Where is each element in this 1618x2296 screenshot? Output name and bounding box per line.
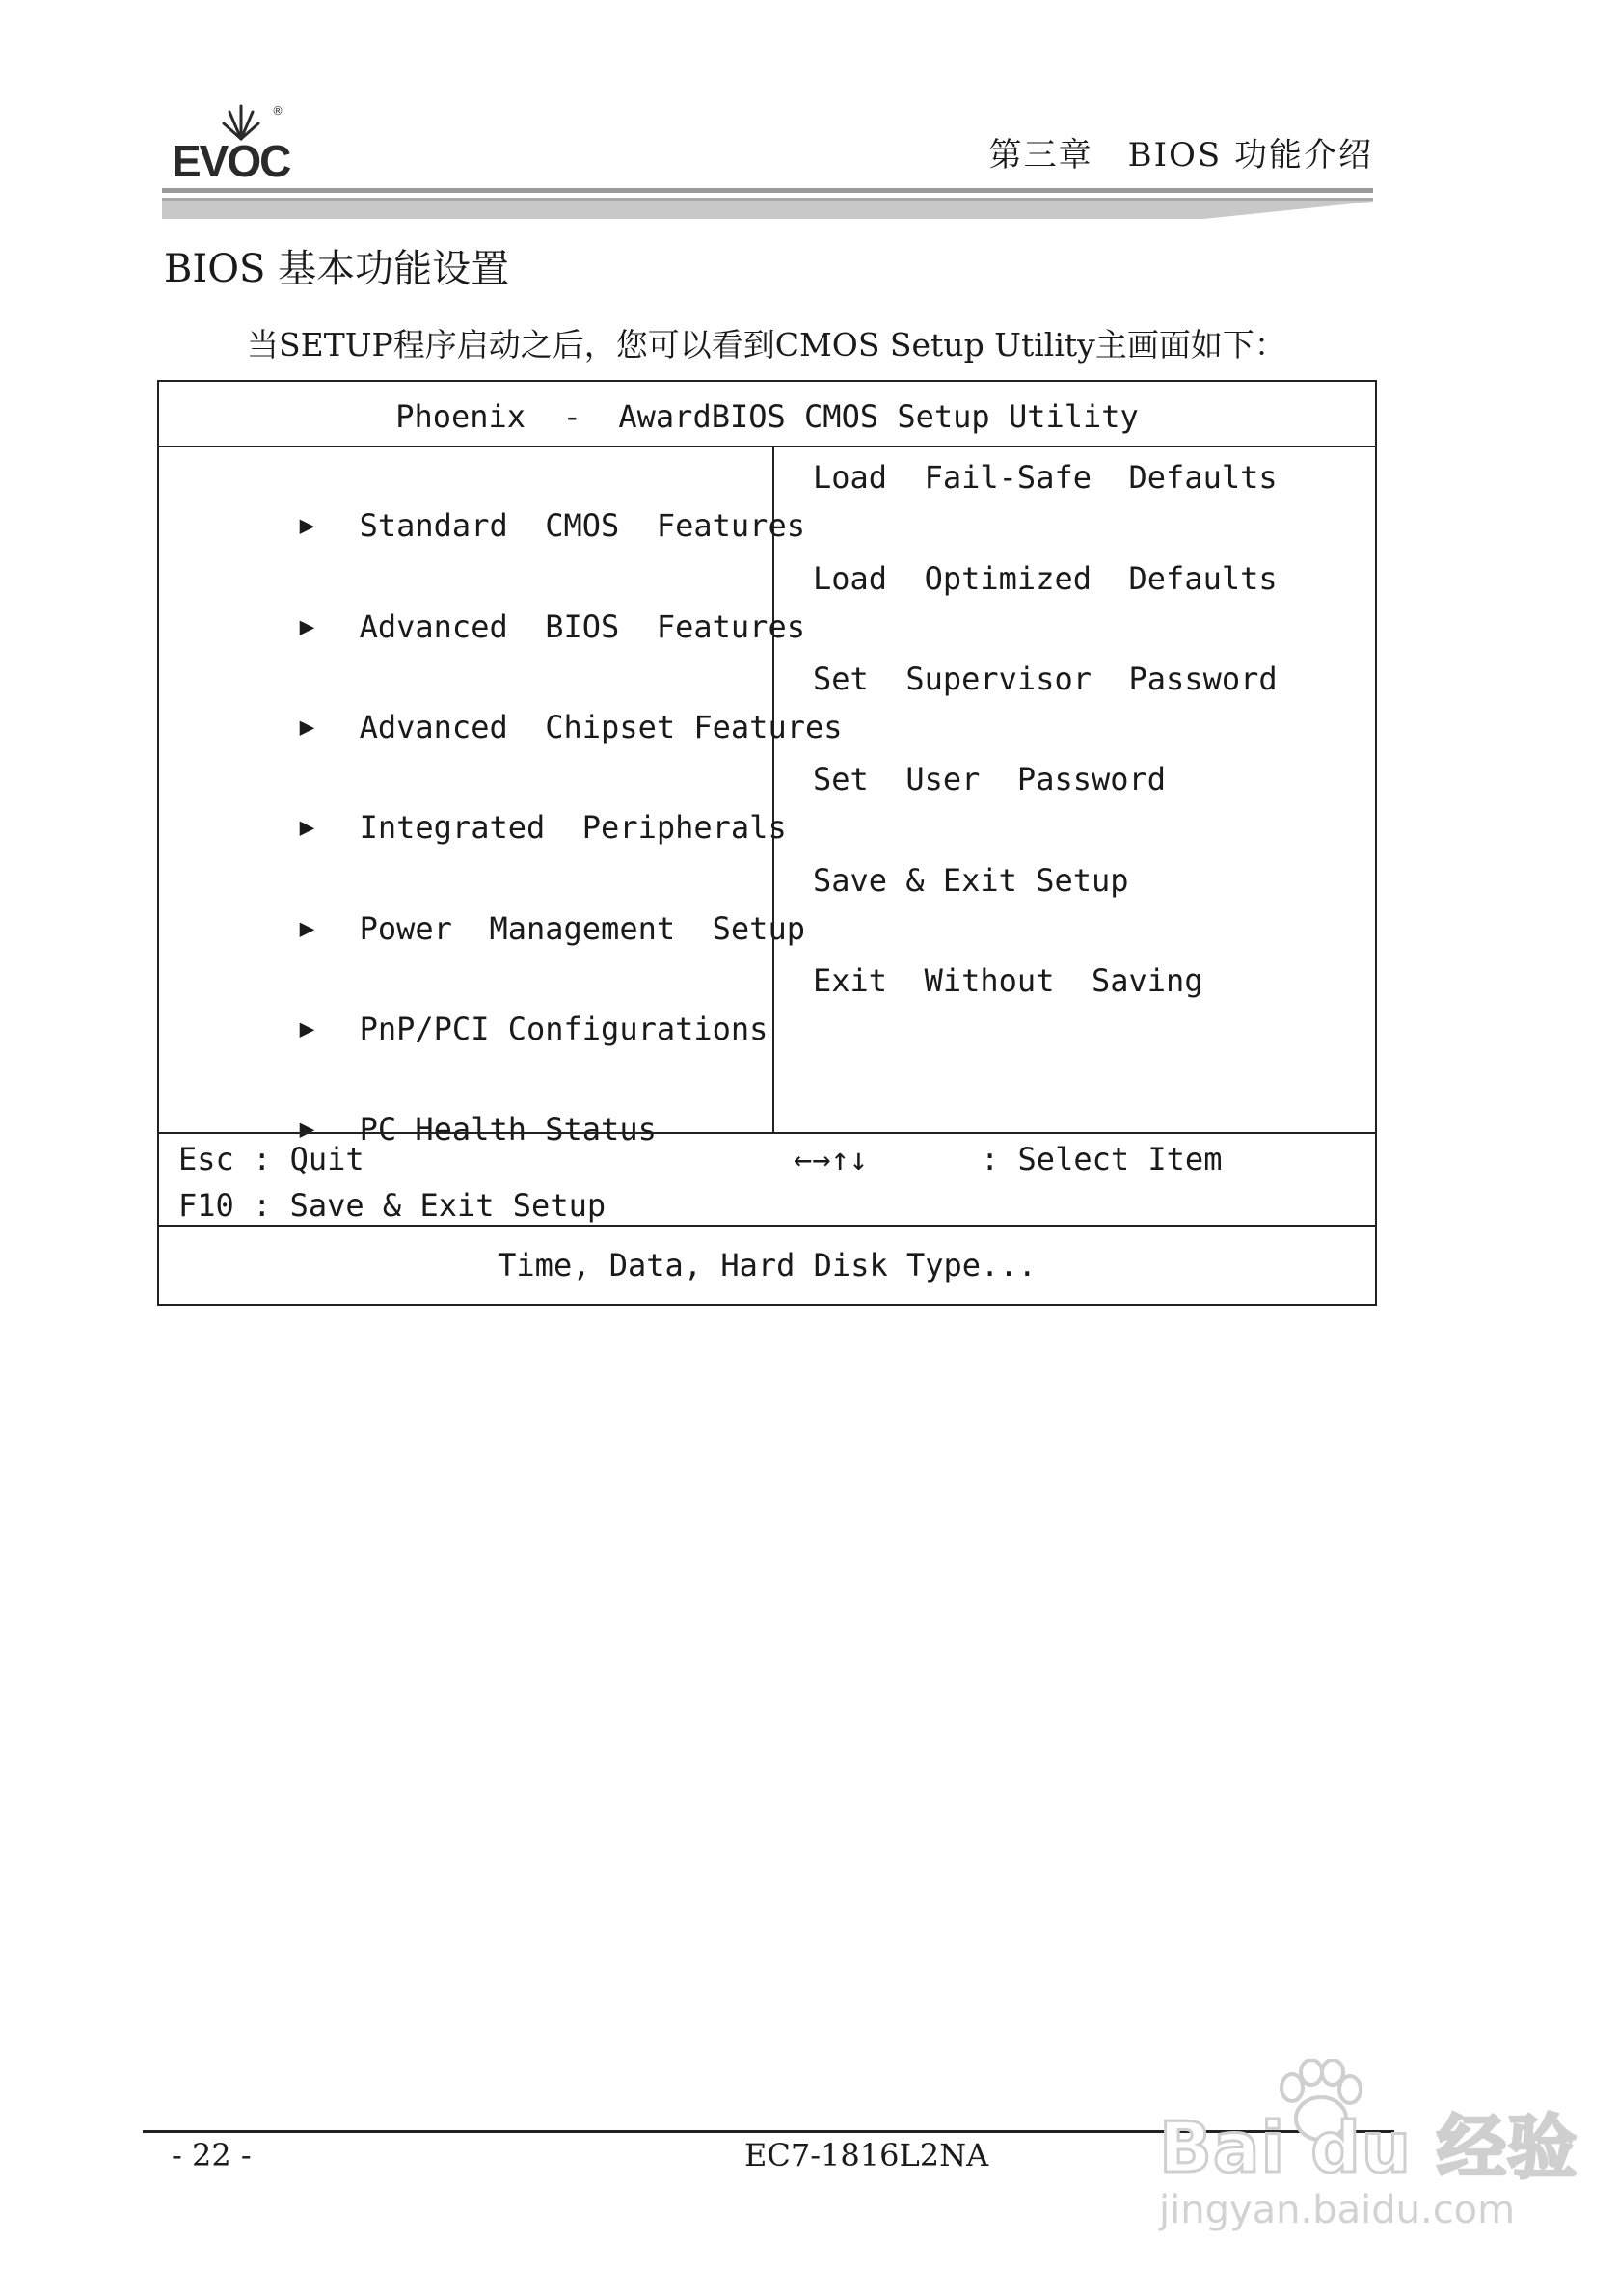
menu-item-set-user-password[interactable]: Set User Password [813,761,1167,797]
watermark-main: Bai du 经验 [1159,2107,1578,2188]
triangle-right-icon: ▶ [299,612,315,641]
page-number: - 22 - [172,2137,252,2174]
watermark-url: jingyan.baidu.com [1159,2188,1516,2232]
logo-text: EVOC [172,136,290,186]
bios-title: Phoenix - AwardBIOS CMOS Setup Utility [159,382,1375,447]
section-title: BIOS 基本功能设置 [164,247,510,291]
menu-item-power-management[interactable] [188,856,805,947]
triangle-right-icon: ▶ [299,813,315,842]
triangle-right-icon: ▶ [299,1014,315,1043]
menu-item-advanced-chipset[interactable] [188,655,843,745]
menu-item-integrated-peripherals[interactable] [188,755,787,846]
menu-item-exit-without-saving[interactable]: Exit Without Saving [813,962,1203,999]
menu-item-load-optimized[interactable]: Load Optimized Defaults [813,560,1278,597]
registered-mark: ® [272,104,283,118]
help-esc-quit: Esc : Quit [178,1141,364,1177]
baidu-watermark [1147,2059,1578,2252]
menu-item-label: PnP/PCI Configurations [359,1011,769,1047]
model-number: EC7-1816L2NA [744,2137,989,2174]
menu-item-label: Power Management Setup [359,910,805,947]
chapter-title: 第三章 BIOS 功能介绍 [988,136,1373,175]
menu-item-pnp-pci[interactable] [188,957,769,1047]
menu-item-standard-cmos[interactable] [188,453,805,544]
triangle-right-icon: ▶ [299,1115,315,1144]
left-menu [159,447,843,1148]
menu-item-label: PC Health Status [359,1111,657,1148]
bios-setup-screen [157,380,1377,1306]
status-line: Time, Data, Hard Disk Type... [498,1247,1037,1283]
menu-item-load-fail-safe[interactable]: Load Fail-Safe Defaults [813,459,1278,496]
menu-item-save-exit[interactable]: Save & Exit Setup [813,862,1129,899]
help-select-item: : Select Item [981,1141,1223,1177]
key-help-bar [159,1132,1375,1227]
menu-item-label: Integrated Peripherals [359,809,787,846]
triangle-right-icon: ▶ [299,914,315,943]
menu-item-set-supervisor-password[interactable]: Set Supervisor Password [813,661,1278,697]
help-f10-save-exit: F10 : Save & Exit Setup [178,1187,607,1224]
menu-item-advanced-bios[interactable] [188,554,805,645]
triangle-right-icon: ▶ [299,713,315,742]
menu-item-pc-health[interactable] [188,1057,657,1148]
right-menu [774,447,1375,1132]
intro-text: 当SETUP程序启动之后，您可以看到CMOS Setup Utility主画面如下： [247,326,1286,364]
arrow-keys-icon: ←→↑↓ [794,1141,869,1177]
menu-item-label: Standard CMOS Features [359,507,805,544]
menu-item-label: Advanced Chipset Features [359,709,843,745]
header-rule [162,184,1373,225]
evoc-logo [172,102,290,186]
triangle-right-icon: ▶ [299,511,315,540]
menu-item-label: Advanced BIOS Features [359,608,805,645]
